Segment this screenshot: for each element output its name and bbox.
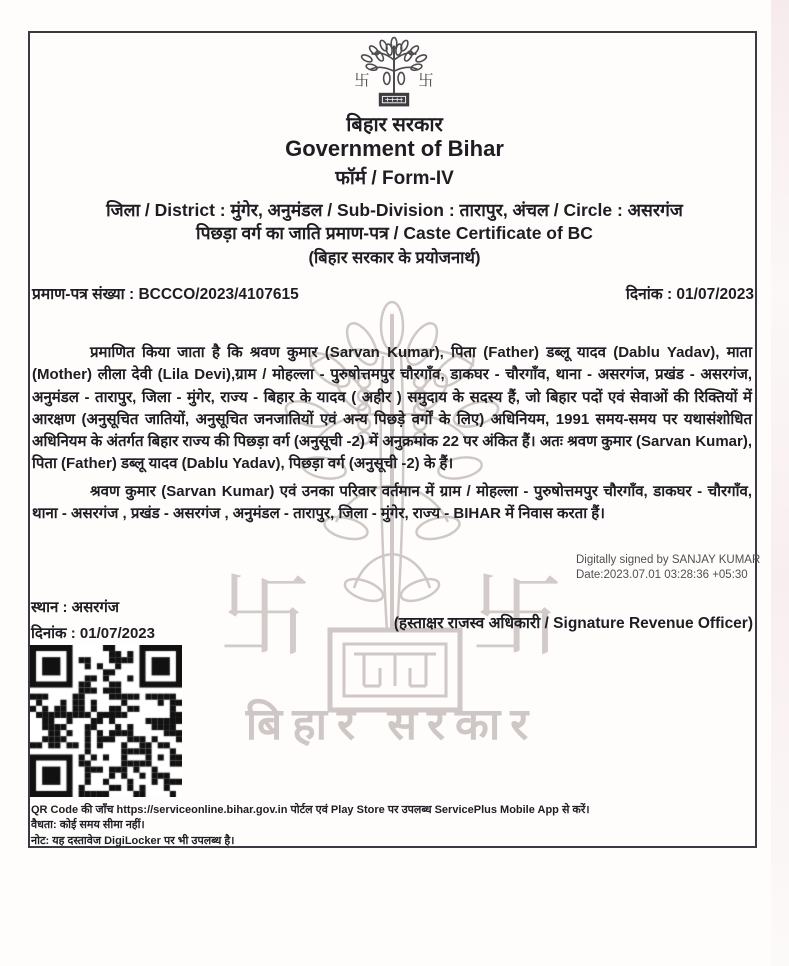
qr-verification-note: QR Code की जाँच https://serviceonline.bihar.gov.in पोर्टल एवं Play Store पर उपलब्ध ServicePlus Mobile App से करें।: [31, 804, 590, 816]
place-line: स्थान : असरगंज: [31, 599, 119, 616]
digital-signature-date: Date:2023.07.01 03:28:36 +05:30: [576, 569, 748, 581]
place-date-block: [31, 595, 155, 647]
district-subdivision-circle-line: जिला / District : मुंगेर, अनुमंडल / Sub-Division : तारापुर, अंचल / Circle : असरगंज: [106, 200, 683, 220]
purpose-note: (बिहार सरकार के प्रयोजनार्थ): [308, 249, 481, 267]
svg-text:卐: 卐: [470, 566, 564, 668]
issue-date: दिनांक : 01/07/2023: [625, 286, 754, 303]
form-number: फॉर्म / Form-IV: [335, 168, 454, 189]
svg-text:卐: 卐: [354, 72, 370, 90]
svg-text:卐: 卐: [418, 72, 434, 90]
watermark-text: बिहार सरकार: [245, 700, 539, 749]
meta-row: [32, 282, 754, 304]
qr-code: [30, 645, 182, 797]
revenue-officer-signature-caption: (हस्ताक्षर राजस्व अधिकारी / Signature Revenue Officer): [393, 615, 753, 632]
bihar-emblem-icon: [338, 36, 450, 116]
digital-signature-signer: Digitally signed by SANJAY KUMAR: [576, 554, 761, 566]
certificate-title: पिछड़ा वर्ग का जाति प्रमाण-पत्र / Caste Certificate of BC: [196, 223, 593, 243]
digital-signature-stamp: [576, 553, 766, 583]
digilocker-note: नोट: यह दस्तावेज DigiLocker पर भी उपलब्ध है।: [31, 834, 235, 847]
certificate-body-paragraph-2: श्रवण कुमार (Sarvan Kumar) एवं उनका परिवार वर्तमान में ग्राम / मोहल्ला - पुरुषोत्तमपुर चौरगाँव, डाकघर - चौरगाँव, थाना - असरगंज , प्रखंड - असरगंज , अनुमंडल - तारापुर, जिला - मुंगेर, राज्य - BIHAR में निवास करता हैं।: [32, 483, 752, 523]
footer-notes: [31, 803, 731, 849]
validity-note: वैधता: कोई समय सीमा नहीं।: [31, 819, 145, 832]
certificate-body-paragraph-1: प्रमाणित किया जाता है कि श्रवण कुमार (Sarvan Kumar), पिता (Father) डब्लू यादव (Dablu Yadav), माता (Mother) लीला देवी (Lila Devi),ग्राम / मोहल्ला - पुरुषोत्तमपुर चौरगाँव, डाकघर - चौरगाँव, थाना - असरगंज, प्रखंड - असरगंज, अनुमंडल - तारापुर, जिला - मुंगेर, राज्य - बिहार के यादव ( अहीर ) समुदाय के सदस्य हैं, जो बिहार पदों एवं सेवाओं की रिक्तियों में आरक्षण (अनुसूचित जातियों, अनुसूचित जनजातियों एवं अन्य पिछड़े वर्गों के लिए) अधिनियम, 1991 समय-समय पर यथासंशोधित अधिनियम के अंतर्गत बिहार राज्य की पिछड़ा वर्ग (अनुसूची -2) में अनुक्रमांक 22 पर अंकित हैं। अतः श्रवण कुमार (Sarvan Kumar), पिता (Father) डब्लू यादव (Dablu Yadav), पिछड़ा वर्ग (अनुसूची -2) के हैं।: [32, 344, 752, 473]
certificate-number: प्रमाण-पत्र संख्या : BCCCO/2023/4107615: [32, 286, 299, 303]
svg-text:卐: 卐: [218, 566, 312, 668]
government-title: Government of Bihar: [285, 136, 504, 161]
state-name-hindi: बिहार सरकार: [346, 114, 443, 136]
date-line: दिनांक : 01/07/2023: [31, 625, 155, 642]
